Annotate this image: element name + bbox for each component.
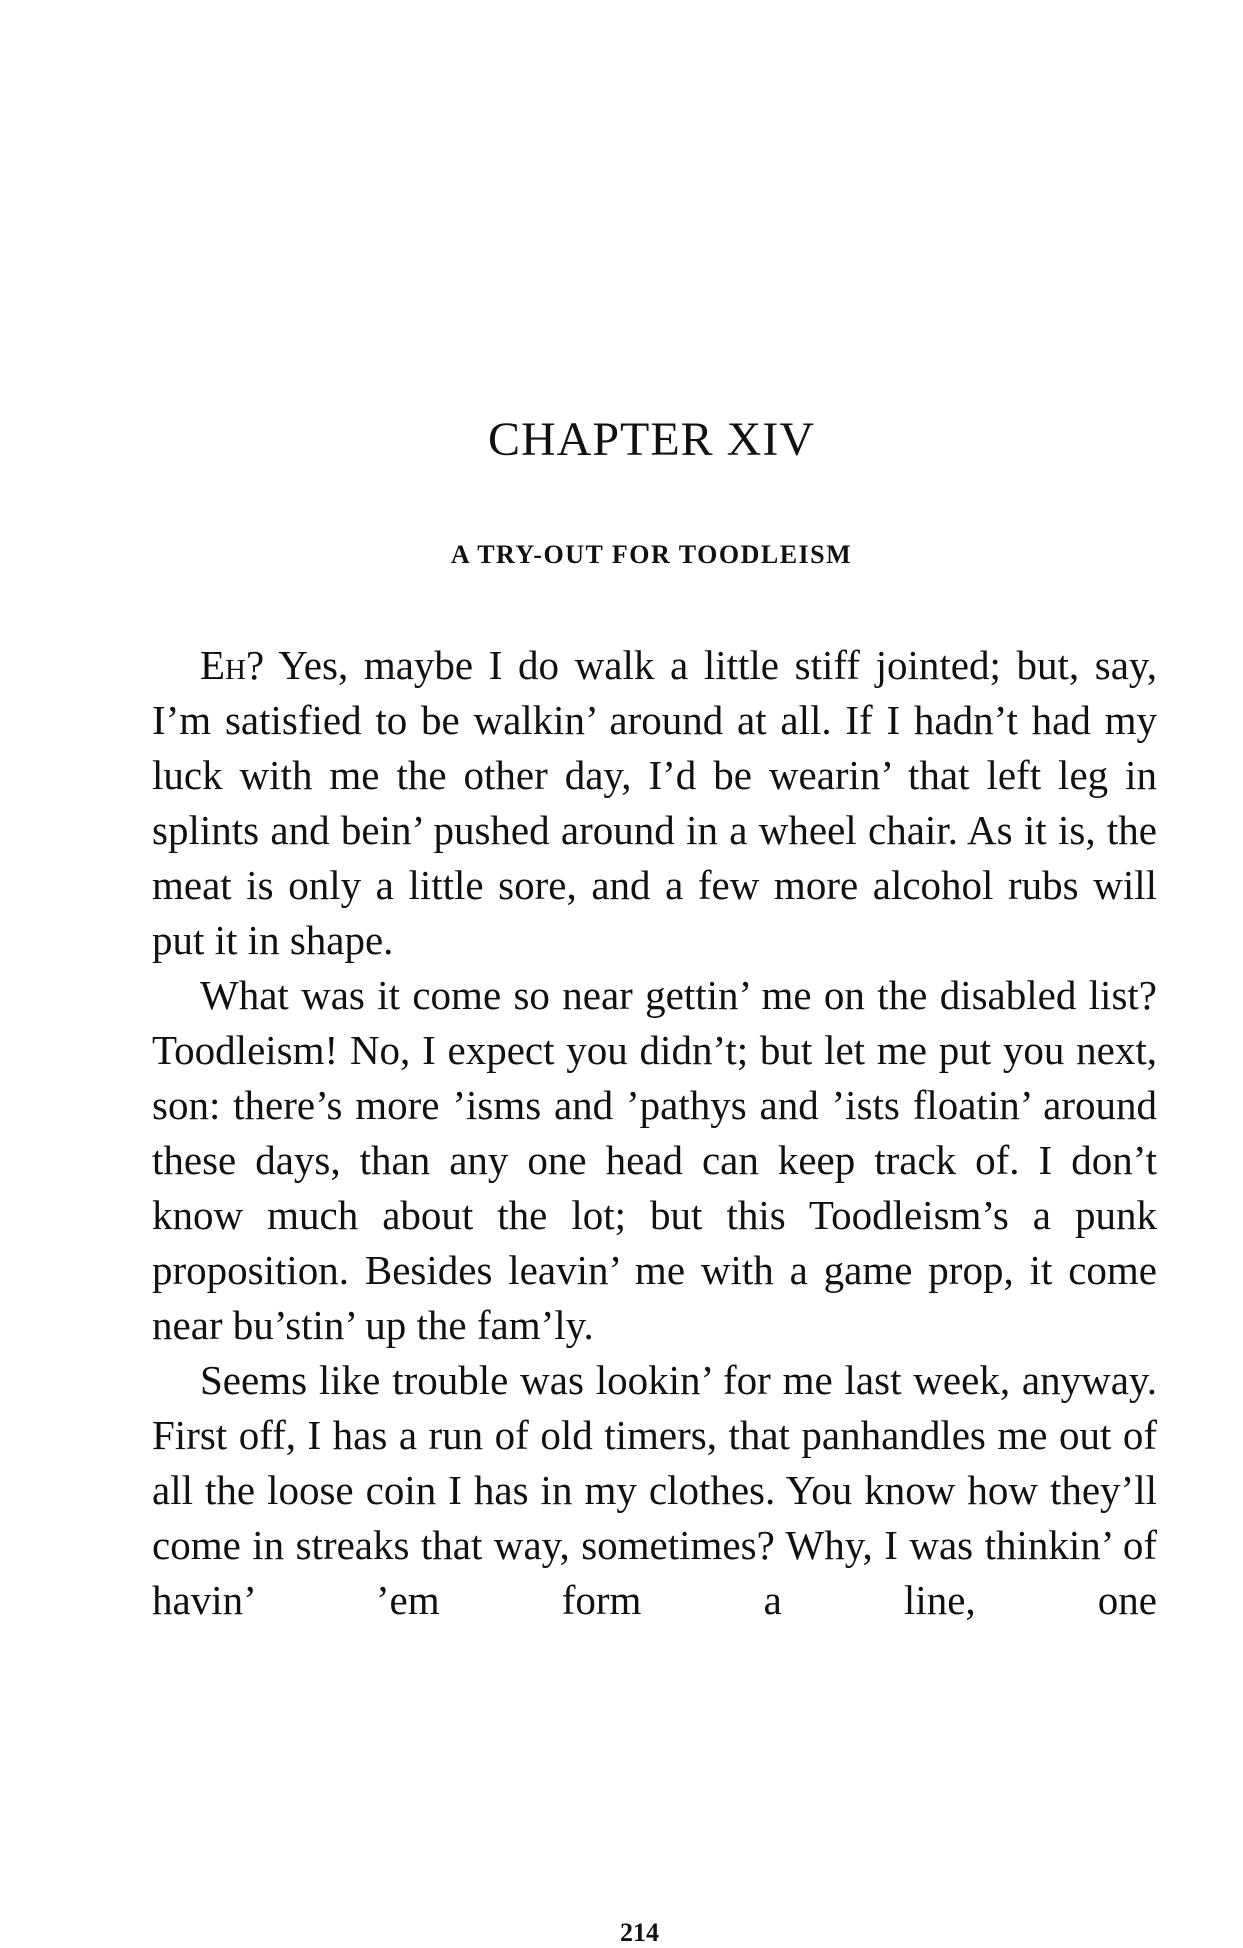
body-text [152,638,1157,1628]
paragraph-2: What was it come so near gettin’ me on the disabled list? Toodleism! No, I expect you didn’t; but let me put you next, son: there’s more ’isms and ’pathys and ’ists floatin’ around these days, than any one head can keep track of. I don’t know much about the lot; but this Toodleism’s a punk proposition. Besides leavin’ me with a game prop, it come near bu’stin’ up the fam’ly. [152,972,1157,1348]
paragraph-1 [152,638,1157,968]
paragraph-3: Seems like trouble was lookin’ for me last week, anyway. First off, I has a run of old timers, that panhandles me out of all the loose coin I has in my clothes. You know how they’ll come in streaks that way, sometimes? Why, I was thinkin’ of havin’ ’em form a line, one [152,1357,1157,1623]
paragraph-text: Yes, maybe I do walk a little stiff jointed; but, say, I’m satisfied to be walkin’ around at all. If I hadn’t had my luck with me the other day, I’d be wearin’ that left leg in splints and bein’ pushed around in a wheel chair. As it is, the meat is only a little sore, and a few more alcohol rubs will put it in shape. [152,642,1157,963]
chapter-subtitle: A TRY-OUT FOR TOODLEISM [450,540,853,569]
page-number: 214 [620,1918,659,1947]
paragraph-lead: Eh? [200,642,265,688]
chapter-heading: CHAPTER XIV [487,413,815,466]
